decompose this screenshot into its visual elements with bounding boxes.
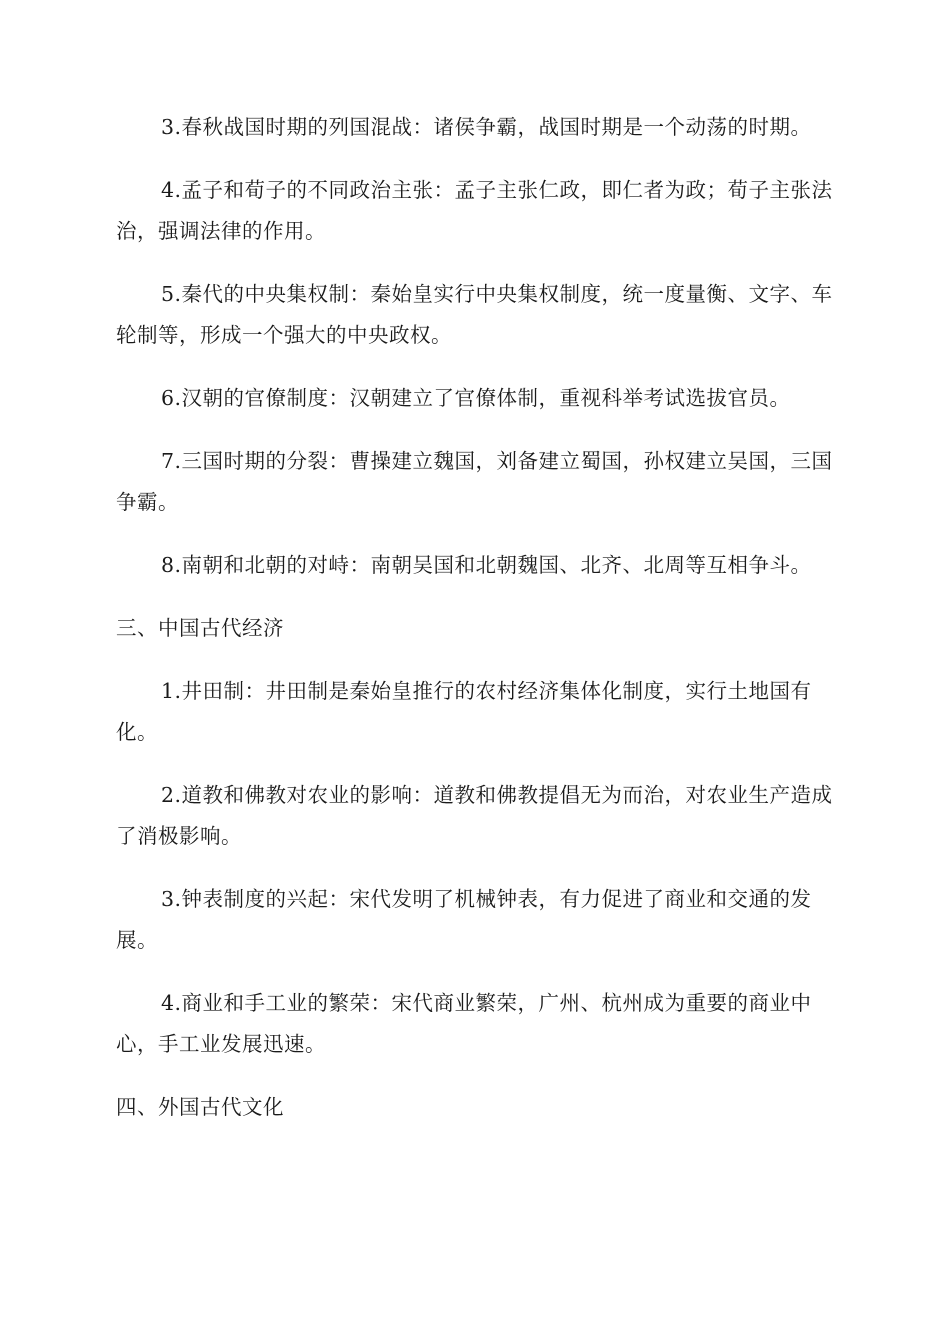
section-heading-foreign-culture: 四、外国古代文化 — [116, 1095, 284, 1119]
section-heading-ancient-economy: 三、中国古代经济 — [116, 616, 284, 640]
list-item-commerce-handicraft: 4.商业和手工业的繁荣：宋代商业繁荣，广州、杭州成为重要的商业中心，手工业发展迅速。 — [116, 991, 812, 1056]
list-item-taoism-buddhism-agriculture: 2.道教和佛教对农业的影响：道教和佛教提倡无为而治，对农业生产造成了消极影响。 — [116, 783, 833, 848]
document-body — [116, 107, 836, 1128]
list-item-three-kingdoms: 7.三国时期的分裂：曹操建立魏国，刘备建立蜀国，孙权建立吴国，三国争霸。 — [116, 449, 833, 514]
list-item-well-field-system: 1.井田制：井田制是秦始皇推行的农村经济集体化制度，实行土地国有化。 — [116, 679, 812, 744]
list-item-han-bureaucracy: 6.汉朝的官僚制度：汉朝建立了官僚体制，重视科举考试选拔官员。 — [161, 386, 791, 410]
list-item-qin-centralization: 5.秦代的中央集权制：秦始皇实行中央集权制度，统一度量衡、文字、车轮制等，形成一个强大的中央政权。 — [116, 282, 833, 347]
list-item-spring-autumn-warring-states: 3.春秋战国时期的列国混战：诸侯争霸，战国时期是一个动荡的时期。 — [161, 115, 812, 139]
list-item-southern-northern-dynasties: 8.南朝和北朝的对峙：南朝吴国和北朝魏国、北齐、北周等互相争斗。 — [161, 553, 812, 577]
list-item-clock-system: 3.钟表制度的兴起：宋代发明了机械钟表，有力促进了商业和交通的发展。 — [116, 887, 812, 952]
list-item-mencius-xunzi: 4.孟子和荀子的不同政治主张：孟子主张仁政，即仁者为政；荀子主张法治，强调法律的作用。 — [116, 178, 833, 243]
